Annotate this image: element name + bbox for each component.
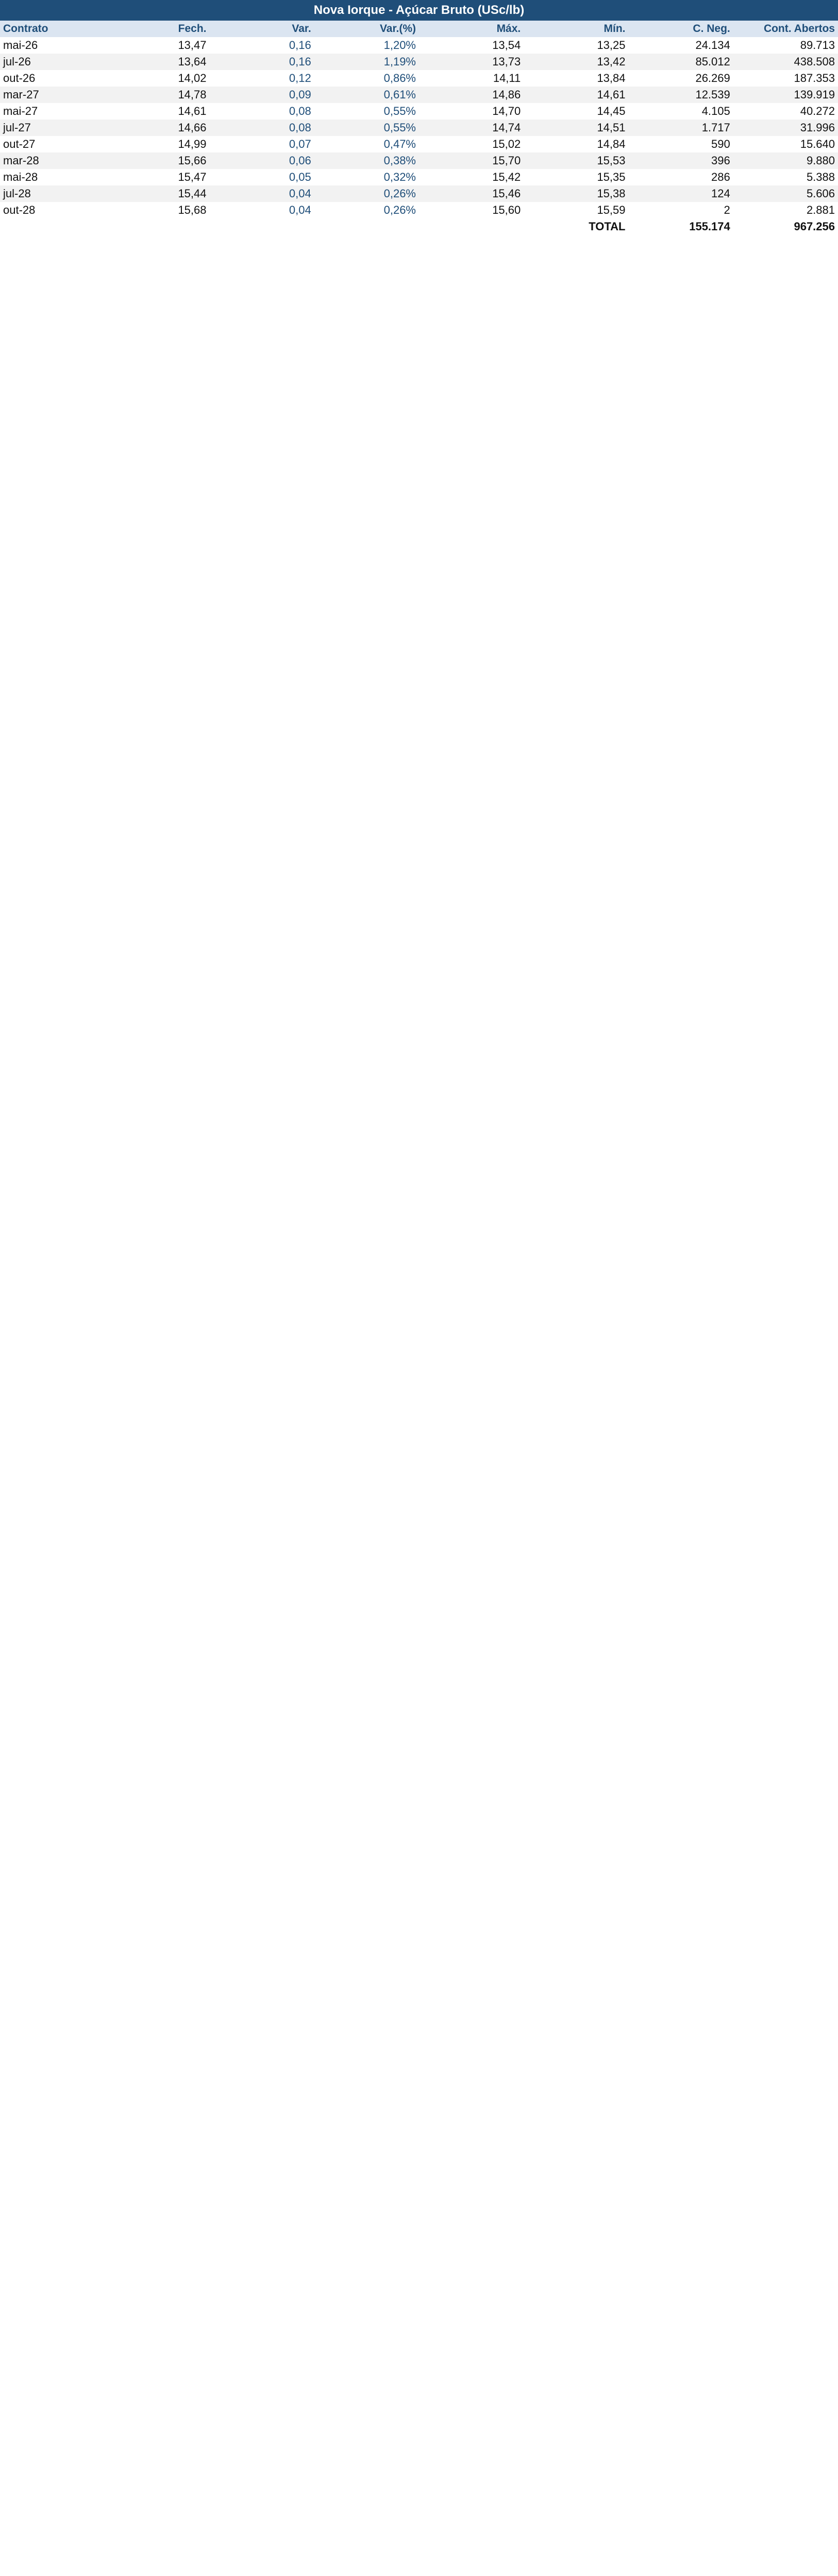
table-cell: 13,42 <box>524 54 628 70</box>
ny-header-row <box>0 21 838 37</box>
table-cell: 13,64 <box>105 54 209 70</box>
table-cell: 15,60 <box>492 204 521 216</box>
table-cell: 15,38 <box>524 185 628 202</box>
col-header: Cont. Abertos <box>733 21 838 37</box>
table-cell: 14,66 <box>105 120 209 136</box>
table-cell: 187.353 <box>794 72 835 84</box>
table-cell: 14,99 <box>178 138 207 150</box>
table-cell: 14,74 <box>419 120 524 136</box>
table-cell: 14,51 <box>524 120 628 136</box>
table-cell <box>314 218 419 235</box>
table-cell: 139.919 <box>733 87 838 103</box>
table-cell: 4.105 <box>701 105 730 117</box>
table-cell: 286 <box>711 171 730 183</box>
table-cell: 15,02 <box>492 138 521 150</box>
table-cell: TOTAL <box>589 220 626 233</box>
table-row <box>0 169 838 185</box>
table-cell: out-26 <box>3 72 36 84</box>
col-header: C. Neg. <box>629 21 733 37</box>
table-cell: 31.996 <box>733 120 838 136</box>
table-cell: mai-26 <box>3 39 38 52</box>
table-cell: 2 <box>724 204 730 216</box>
table-cell: 9.880 <box>733 152 838 169</box>
table-cell <box>419 218 524 235</box>
table-cell: 14,11 <box>493 72 521 84</box>
table-cell: 15,59 <box>597 204 626 216</box>
table-cell: 14,86 <box>419 87 524 103</box>
table-cell: 13,84 <box>597 72 626 84</box>
table-cell: 0,47% <box>383 138 416 150</box>
table-row <box>0 103 838 120</box>
table-cell: 13,47 <box>178 39 207 52</box>
table-cell: 89.713 <box>800 39 835 52</box>
table-cell: 1.717 <box>629 120 733 136</box>
table-cell: mai-28 <box>3 171 38 183</box>
table-cell: 438.508 <box>733 54 838 70</box>
table-cell: 15,68 <box>178 204 207 216</box>
table-cell: 15,35 <box>597 171 626 183</box>
table-cell: 15,66 <box>105 152 209 169</box>
table-cell: mar-27 <box>0 87 105 103</box>
table-cell <box>0 218 105 235</box>
table-cell: 14,61 <box>524 87 628 103</box>
total-row <box>0 218 838 235</box>
table-cell: 5.606 <box>733 185 838 202</box>
table-cell: 0,55% <box>383 105 416 117</box>
table-row <box>0 54 838 70</box>
table-cell: 0,26% <box>314 185 419 202</box>
table-cell: 0,12 <box>289 72 311 84</box>
col-header: Contrato <box>0 21 105 37</box>
col-header: Var. <box>210 21 314 37</box>
table-cell: jul-27 <box>0 120 105 136</box>
table-cell: 590 <box>711 138 730 150</box>
table-row <box>0 136 838 152</box>
table-cell: 15.640 <box>800 138 835 150</box>
table-cell: jul-26 <box>0 54 105 70</box>
table-cell: 14,70 <box>492 105 521 117</box>
table-cell: 15,70 <box>419 152 524 169</box>
table-cell: 14,84 <box>597 138 626 150</box>
table-cell: 396 <box>629 152 733 169</box>
table-cell: 0,55% <box>314 120 419 136</box>
table-cell: 0,04 <box>210 185 314 202</box>
table-cell: 155.174 <box>689 220 730 233</box>
table-cell: 13,54 <box>492 39 521 52</box>
table-cell: 0,16 <box>289 39 311 52</box>
table-cell: mai-27 <box>3 105 38 117</box>
table-cell: 0,61% <box>314 87 419 103</box>
table-cell: jul-28 <box>0 185 105 202</box>
table-cell: 0,04 <box>289 204 311 216</box>
table-cell: 1,20% <box>383 39 416 52</box>
col-header: Máx. <box>419 21 524 37</box>
table-cell: 0,32% <box>383 171 416 183</box>
table-row <box>0 185 838 202</box>
table-cell: 14,78 <box>105 87 209 103</box>
table-cell: mar-28 <box>0 152 105 169</box>
table-cell: 0,08 <box>289 105 311 117</box>
table-cell: 2.881 <box>806 204 835 216</box>
table-cell: 14,61 <box>178 105 207 117</box>
table-row <box>0 37 838 54</box>
table-cell: 5.388 <box>806 171 835 183</box>
table-cell: 15,53 <box>524 152 628 169</box>
table-cell <box>105 218 209 235</box>
ny-table <box>0 21 838 235</box>
table-cell: 0,07 <box>289 138 311 150</box>
table-cell: 85.012 <box>629 54 733 70</box>
table-cell: 15,42 <box>492 171 521 183</box>
table-cell: 0,06 <box>210 152 314 169</box>
page <box>0 0 838 235</box>
table-row <box>0 202 838 218</box>
table-cell: 13,73 <box>419 54 524 70</box>
table-cell: 14,02 <box>178 72 207 84</box>
table-cell: 12.539 <box>629 87 733 103</box>
ny-title: Nova Iorque - Açúcar Bruto (USc/lb) <box>0 0 838 21</box>
table-cell: 967.256 <box>794 220 835 233</box>
table-cell: 124 <box>629 185 733 202</box>
table-cell: 0,26% <box>383 204 416 216</box>
table-cell: 0,86% <box>383 72 416 84</box>
table-cell: 13,25 <box>597 39 626 52</box>
table-cell: out-28 <box>3 204 36 216</box>
table-cell: 15,47 <box>178 171 207 183</box>
col-header: Fech. <box>105 21 209 37</box>
table-row <box>0 120 838 136</box>
table-cell <box>210 218 314 235</box>
table-row <box>0 87 838 103</box>
table-cell: 15,44 <box>105 185 209 202</box>
table-cell: 26.269 <box>695 72 730 84</box>
table-cell: 0,09 <box>210 87 314 103</box>
ny-body <box>0 37 838 235</box>
table-cell: 0,38% <box>314 152 419 169</box>
table-cell: 1,19% <box>314 54 419 70</box>
table-cell: 0,05 <box>289 171 311 183</box>
table-cell: 15,46 <box>419 185 524 202</box>
table-cell: out-27 <box>3 138 36 150</box>
table-row <box>0 70 838 87</box>
table-cell: 0,08 <box>210 120 314 136</box>
col-header: Mín. <box>524 21 628 37</box>
table-cell: 0,16 <box>210 54 314 70</box>
col-header: Var.(%) <box>314 21 419 37</box>
table-row <box>0 152 838 169</box>
table-cell: 24.134 <box>695 39 730 52</box>
ny-section <box>0 0 838 235</box>
table-cell: 14,45 <box>597 105 626 117</box>
table-cell: 40.272 <box>800 105 835 117</box>
